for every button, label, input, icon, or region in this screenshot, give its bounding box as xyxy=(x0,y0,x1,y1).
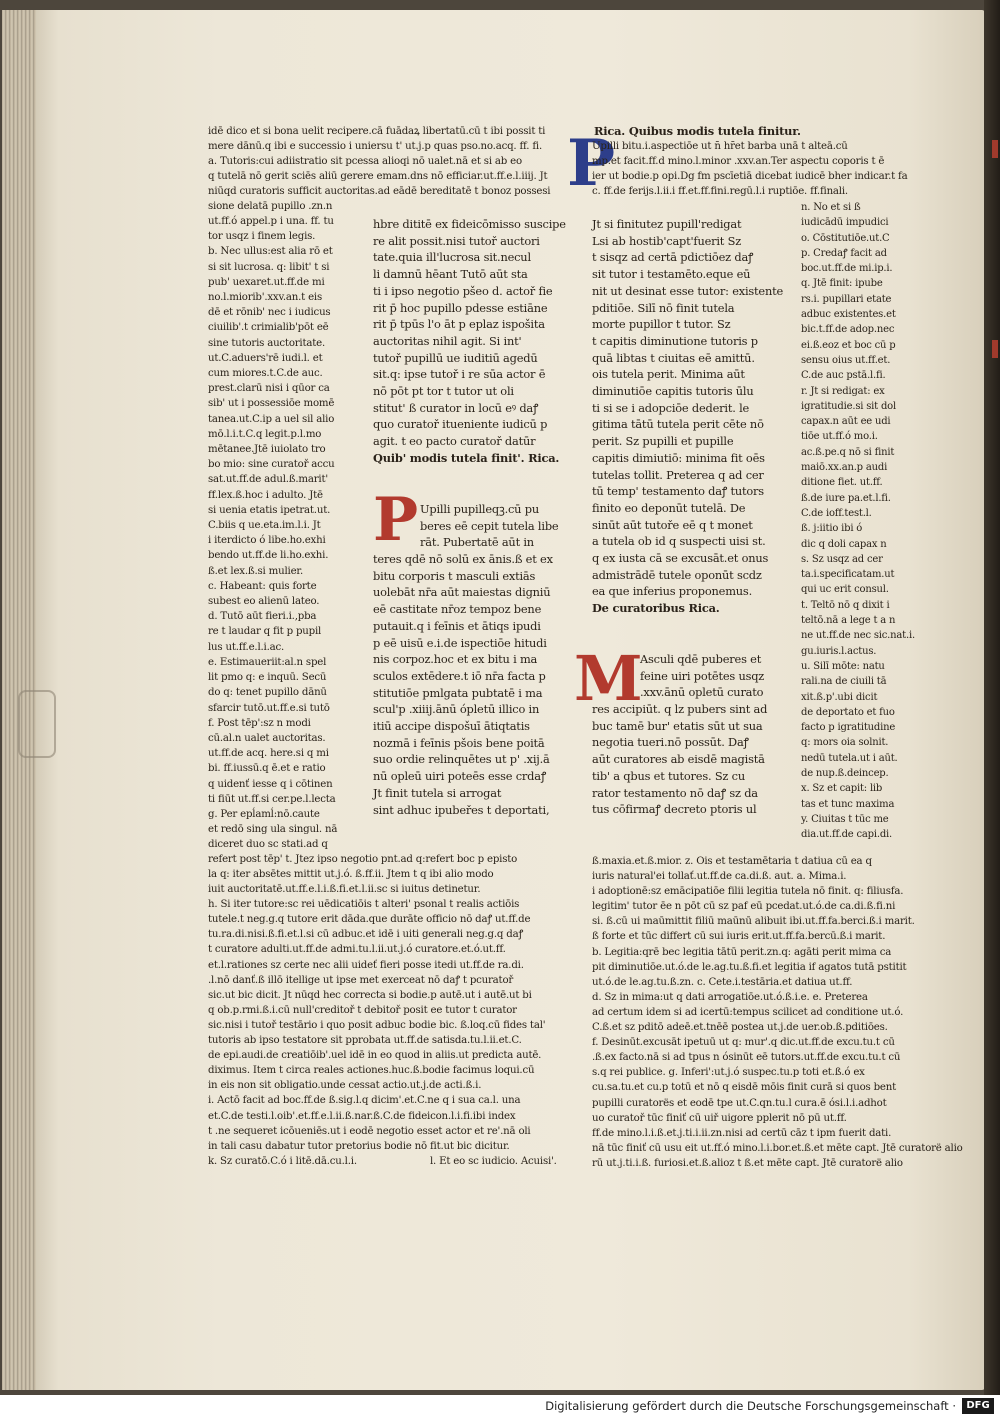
gloss-line: i. Actō facit ad boc.ff.de ß.sig.l.q dicim'.et.C.ne q i sua ca.l. una xyxy=(208,1095,521,1107)
gloss-line: sione delatā pupillo .zn.n xyxy=(208,201,333,213)
gloss-line: idē dico et si bona uelit recipere.cā fuādaꝝ libertatū.cū t ibi possit ti xyxy=(208,126,546,137)
text-line: diminutiōe capitis tutoris ūlu xyxy=(592,384,754,399)
gloss-line: dia.ut.ff.de capi.di. xyxy=(801,829,893,841)
gloss-line: et.C.de testi.l.oib'.et.ff.e.l.ii.ß.nar.ß.C.de fideicon.l.i.fi.ibi index xyxy=(208,1110,516,1122)
text-line: ea que inferius proponemus. xyxy=(592,584,752,599)
spine-mark xyxy=(992,340,998,358)
gloss-line: de epi.audi.de creatiōib'.uel idē in eo quod in aliis.ut predicta autē. xyxy=(208,1050,542,1062)
text-line: sculos extēdere.t iō nr̄a facta p xyxy=(373,668,546,683)
gloss-line: nā tūc finiť cū usu eit ut.ff.ó mino.l.i.bor.et.ß.et mēte capt. Jtē curatorë alio xyxy=(592,1142,963,1154)
gloss-line: r. Jt si redigat: ex xyxy=(801,385,885,397)
gloss-line: xit.ß.p'.ubi dicit xyxy=(801,691,878,703)
gloss-line: in tali casu dabatur tutor pretorius bodie nō fit.ut bic dicitur. xyxy=(208,1140,510,1152)
gloss-line: ß. j:iitio ibi ó xyxy=(801,523,863,535)
gloss-line: maiō.xx.an.p audi xyxy=(801,462,888,474)
gloss-line: .ß.ex facto.nā si ad tpus n ósinūt eē tutors.ut.ff.de excu.tu.t cū xyxy=(592,1052,901,1064)
text-line: li damnū hēant Tutō aūt sta xyxy=(373,267,528,282)
rubric-heading: De curatoribus Rica. xyxy=(592,601,720,616)
gloss-line: mō.l.i.t.C.q legit.p.l.mo xyxy=(208,428,322,440)
gloss-line: cū.al.n ualet auctoritas. xyxy=(208,732,326,744)
gloss-line: la q: iter absētes mittit ut.j.ó. ß.ff.ii. Jtem t q ibi alio modo xyxy=(208,869,494,880)
text-line: perit. Sz pupilli et pupille xyxy=(592,434,734,449)
gloss-line: ß.de iure pa.et.l.fi. xyxy=(801,492,891,504)
gloss-line: niūqd curatoris sufficit auctoritas.ad eādē bereditatē t bonoz possesi xyxy=(208,186,551,198)
gloss-line: ditione fiet. ut.ff. xyxy=(801,477,883,489)
gloss-line: pub' uexaret.ut.ff.de mi xyxy=(208,276,325,288)
rubric-heading: Quib' modis tutela finit'. Rica. xyxy=(373,450,560,465)
text-line: nū opleū uiri poteēs esse crdaꝭ xyxy=(373,769,547,784)
gloss-line: n. No et si ß xyxy=(801,202,861,213)
gloss-line: t .ne sequeret icōueniēs.ut i eodē negotio esset actor et re'.nā oli xyxy=(208,1125,531,1137)
gloss-line: C.ß.et sz pditō adeē.et.tnēē postea ut.j.de uer.ob.ß.pditiōes. xyxy=(592,1022,888,1034)
gloss-line: ac.ß.pe.q nō si finit xyxy=(801,446,895,458)
text-line: tate.quia ill'lucrosa sit.necul xyxy=(373,250,531,265)
text-line: aūt curatores ab eisdē magistā xyxy=(592,752,765,767)
text-line: ti si se i adopciōe dederit. le xyxy=(592,400,750,415)
text-line: nis corpoz.hoc et ex bitu i ma xyxy=(373,652,538,667)
gloss-line: de deportato et fuo xyxy=(801,706,895,718)
gloss-line: bi. ff.iussū.q ē.et e ratio xyxy=(208,763,326,775)
gloss-line: legitim' tutor ēe n pōt cū sz paf eū pcedat.ut.ó.de ca.di.ß.fi.ni xyxy=(592,901,896,913)
gloss-line: g. Per epĺamĺ:nō.caute xyxy=(208,808,320,820)
gloss-right xyxy=(801,200,919,842)
gloss-line: mp.et facit.ff.d mino.l.minor .xxv.an.Ter aspectu coporis t ē xyxy=(592,156,885,168)
text-line: Jt si finitutez pupill'redigat xyxy=(592,217,742,231)
gloss-line: ut.ff.de acq. here.si q mi xyxy=(208,748,329,760)
gloss-line: cu.sa.tu.et cu.p totū et nō q eisdē mōis finit curā si quos bent xyxy=(592,1082,897,1094)
text-line: negotia tueri.nō possūt. Daꝭ xyxy=(592,735,749,750)
text-line: gitima tātū tutela perit cēte nō xyxy=(592,417,764,432)
text-line: morte pupillor t tutor. Sz xyxy=(592,317,731,332)
gloss-line: sfarcir tutō.ut.ff.e.si tutō xyxy=(208,702,330,714)
gloss-line: ti fiūt ut.ff.si cer.pe.l.lecta xyxy=(208,793,336,805)
text-line: suo ordie relinquētes ut p' .xij.ā xyxy=(373,752,550,767)
text-line: auctoritas nihil agit. Si int' xyxy=(373,333,522,348)
text-line: rit p̄ hoc pupillo pdesse estiāne xyxy=(373,300,548,315)
text-line: q ex iusta cā se excusāt.et onus xyxy=(592,551,769,566)
gloss-line: .l.nō danť.ß illō itellige ut ipse met exerceat nō daꝭ t pcuratoř xyxy=(208,974,514,986)
gloss-line: rū ut.j.ti.i.ß. furiosi.et.ß.alioz t ß.et mēte capt. Jtē curatorë alio xyxy=(592,1157,903,1169)
gloss-line: uo curatoř tūc finiť cū uiř uigore pplerit nō pū ut.ff. xyxy=(592,1112,847,1124)
gloss-line: ciuilib'.t crimialib'pōt eē xyxy=(208,322,329,334)
initial-letter-p: P xyxy=(373,485,419,555)
gloss-line: igratitudie.si sit dol xyxy=(801,400,896,412)
gloss-line: dic q doli capax n xyxy=(801,538,887,550)
text-line: sit.q: ipse tutoř i re sūa actor ē xyxy=(373,367,546,382)
gloss-line: ei.ß.eoz et boc cū p xyxy=(801,339,896,351)
gloss-line: boc.ut.ff.de mi.ip.i. xyxy=(801,263,893,275)
gloss-line: q tutelā nō gerit sciēs aliū gerere emam.dns nō efficiar.ut.ff.e.l.iiij. Jt xyxy=(208,171,548,183)
initial-letter-p-blue: P xyxy=(567,126,616,201)
gloss-line: pit diminutiōe.ut.ó.de le.ag.tu.ß.fi.et legitia if agatos tutā pstitit xyxy=(592,961,907,973)
text-line: nit ut desinat esse tutor: existente xyxy=(592,283,784,298)
gloss-line: bic.t.ff.de adop.nec xyxy=(801,324,895,336)
gloss-line: facto p igratitudine xyxy=(801,722,896,734)
gloss-line: do q: tenet pupillo dānū xyxy=(208,687,327,699)
gloss-line: f. Desinūt.excusāt ipetuū ut q: mur'.q dic.ut.ff.de excu.tu.t cū xyxy=(592,1037,895,1049)
gloss-line: tas et tunc maxima xyxy=(801,798,895,810)
text-line: sinūt aūt tutoře eē q t monet xyxy=(592,517,753,532)
text-line: rit p̄ tpūs l'o āt p eplaz ispošita xyxy=(373,317,545,332)
main-text-col-a3 xyxy=(373,551,563,818)
binding-spine xyxy=(984,0,1000,1395)
gloss-line: s. Sz usqz ad cer xyxy=(801,553,883,565)
gloss-line: C.de auc pstā.l.fi. xyxy=(801,370,886,382)
gloss-line: adbuc existentes.et xyxy=(801,309,896,321)
gloss-line: x. Sz et capit: lib xyxy=(801,783,883,795)
text-line: itiū accipe dispošuī ātiqtatis xyxy=(373,719,530,734)
gloss-line: q uidenť iesse q i cōtinen xyxy=(208,778,333,790)
text-line: eē castitate nr̄oz tempoz bene xyxy=(373,602,542,617)
initial-letter-m: M xyxy=(574,642,643,715)
text-line: agit. t eo pacto curatoř datūr xyxy=(373,434,536,449)
gloss-line: dē et rōnib' nec i iudicus xyxy=(208,307,331,319)
gloss-top xyxy=(208,124,568,215)
gloss-line: o. Cōstitutiōe.ut.C xyxy=(801,232,890,244)
gloss-line: l. Et eo sc iudicio. Acuisi'. xyxy=(430,1156,557,1167)
gloss-line: h. Si iter tutore:sc rei uēdicatiōis t alteri' psonal t realis actiōis xyxy=(208,899,520,911)
text-line: nozmā i feīnis pšois bene poitā xyxy=(373,735,545,750)
text-line: re alit possit.nisi tutoř auctori xyxy=(373,233,540,248)
gloss-line: q: mors oia solnit. xyxy=(801,737,889,749)
gloss-line: tutele.t neg.g.q tutore erit dāda.que durāte officio nō daꝭ ut.ff.de xyxy=(208,914,531,926)
gloss-line: i iterdicto ó libe.ho.exhi xyxy=(208,535,326,547)
rubric-heading: Rica. Quibus modis tutela finitur. xyxy=(594,124,801,138)
text-line: putauit.q i feīnis et ātiqs ipudi xyxy=(373,618,541,633)
text-line: stitut' ß curator in locū eꝰ daꝭ xyxy=(373,400,539,415)
gloss-line: ne ut.ff.de nec sic.nat.i. xyxy=(801,630,915,642)
gloss-line: C.de ioff.test.l. xyxy=(801,507,872,519)
gloss-line: sat.ut.ff.de adul.ß.marit' xyxy=(208,474,328,486)
gloss-line: cum miores.t.C.de auc. xyxy=(208,368,323,380)
gloss-line: et redō sing ula singul. nā xyxy=(208,824,338,836)
main-text-col-a xyxy=(373,216,566,467)
gloss-line: d. Tutō aūt fieri.i.,pba xyxy=(208,611,317,623)
dfg-logo-icon: DFG xyxy=(962,1398,994,1414)
gloss-line: bendo ut.ff.de li.ho.exhi. xyxy=(208,550,329,562)
gloss-line: et.l.rationes sz certe nec alii uideť fieri posse itedi ut.ff.de ra.di. xyxy=(208,959,524,971)
text-line: ti i ipso negotio pšeo d. actoř fie xyxy=(373,283,553,298)
gloss-line: ta.i.specificatam.ut xyxy=(801,569,895,581)
text-line: res accipiūt. q lz pubers sint ad xyxy=(592,702,768,716)
gloss-line: nedū tutela.ut i aūt. xyxy=(801,752,898,764)
text-line: t sisqz ad certā pdictiōez daꝭ xyxy=(592,250,754,265)
gloss-line: tiōe ut.ff.ó mo.i. xyxy=(801,431,878,443)
text-line: Jt finit tutela si arrogat xyxy=(373,785,502,800)
gloss-line: y. Ciuitas t tūc me xyxy=(801,813,889,825)
gloss-line: t. Teltō nō q dixit i xyxy=(801,599,890,611)
text-line: tutelas tollit. Preterea q ad cer xyxy=(592,467,764,482)
gloss-bottom-tail xyxy=(430,1154,580,1169)
text-line: sit tutor i testamēto.eque eū xyxy=(592,267,751,282)
text-line: tū temp' testamento daꝭ tutors xyxy=(592,484,764,499)
gloss-line: ut.C.aduers'rē iudi.l. et xyxy=(208,352,323,364)
gloss-line: ff.lex.ß.hoc i adulto. Jtē xyxy=(208,489,323,501)
gloss-line: e. Estimaueriit:al.n spel xyxy=(208,656,327,668)
main-text-col-b-head xyxy=(594,124,809,139)
gloss-line: lit pmo q: e inquū. Secū xyxy=(208,672,327,684)
gloss-line: tor usqz i finem legis. xyxy=(208,231,316,243)
footer-credit: Digitalisierung gefördert durch die Deutsche Forschungsgemeinschaft · xyxy=(545,1399,956,1413)
gloss-line: sic.ut bic dicit. Jt nūqd hec correcta si bodie.p autē.ut i autē.ut bi xyxy=(208,989,532,1001)
gloss-line: si sit lucrosa. q: libit' t si xyxy=(208,261,330,273)
text-line: sint adhuc ipubeřes t deportati, xyxy=(373,802,550,817)
text-line: Lsi ab hostib'capt'fuerit Sz xyxy=(592,233,742,248)
gloss-line: tu.ra.di.nisi.ß.fi.et.l.si cū adbuc.et idē i uiti generali neg.g.q daꝭ xyxy=(208,929,524,941)
text-line: beres eē cepit tutela libe xyxy=(420,518,559,533)
gloss-line: iuit auctoritatē.ut.ff.e.l.i.ß.fi.et.l.ii.sc si iuitus detinetur. xyxy=(208,884,481,896)
gloss-line: sib' ut i possessiōe momē xyxy=(208,398,335,410)
gloss-line: k. Sz curatō.C.ó i litē.dā.cu.l.i. xyxy=(208,1155,357,1167)
gloss-line: p. Credaꝭ facit ad xyxy=(801,247,887,259)
text-line: feine uiri potētes usqz xyxy=(640,668,765,683)
gloss-line: d. Sz in mima:ut q dati arrogatiōe.ut.ó.ß.i.e. e. Preterea xyxy=(592,991,868,1003)
gloss-line: u. Silī mōte: natu xyxy=(801,660,885,672)
gloss-line: mere dānū.q ibi e successio i uniersu t' ut.j.p quas pso.no.acq. ff. fi. xyxy=(208,141,543,153)
digitization-footer xyxy=(0,1395,1000,1418)
gloss-line: ut.ff.ó appel.p i una. ff. tu xyxy=(208,216,334,227)
gloss-line: c. Habeant: quis forte xyxy=(208,580,317,592)
spine-mark xyxy=(992,140,998,158)
gloss-line: ß.maxia.et.ß.mior. z. Ois et testamētaria t datiua cū ea q xyxy=(592,856,872,867)
gloss-bottom xyxy=(208,867,568,1169)
gloss-line: b. Legitia:qrē bec legitia tātū perit.zn.q: agāti perit mima ca xyxy=(592,946,892,958)
gloss-line: q. Jtē finit: ipube xyxy=(801,278,883,290)
gloss-line: iuris natural'ei tollať.ut.ff.de ca.di.ß. aut. a. Mima.i. xyxy=(592,871,847,883)
gloss-line: refert post tēp' t. Jtez ipso negotio pnt.ad q:refert boc p episto xyxy=(208,854,518,865)
text-line: ois tutela perit. Minima aūt xyxy=(592,367,745,382)
gloss-line: capax.n aūt ee udi xyxy=(801,416,891,428)
gloss-line: qui uc erit consul. xyxy=(801,584,889,596)
text-line: t capitis diminutione tutoris p xyxy=(592,333,758,348)
gloss-left-wide xyxy=(208,852,568,867)
text-line: scul'p .xiiij.ānū ópletū illico in xyxy=(373,702,540,717)
gloss-line: de nup.ß.deincep. xyxy=(801,767,889,779)
gloss-line: ut.ó.de le.ag.tu.ß.zn. c. Cete.i.testāria.et datiua ut.ff. xyxy=(592,976,853,988)
text-line: rator testamento nō daꝭ sz da xyxy=(592,785,758,800)
gloss-line: subest eo alienū lateo. xyxy=(208,596,320,608)
gloss-line: q ob.p.rmi.ß.i.cū null'creditoř t debitoř posit ee tutor t curator xyxy=(208,1004,517,1016)
gloss-line: tanea.ut.C.ip a uel sil alio xyxy=(208,413,335,425)
main-text-col-b xyxy=(592,216,790,617)
gloss-line: bo mio: sine curatoř accu xyxy=(208,459,335,471)
text-line: uolebāt nr̄a aūt maiestas digniū xyxy=(373,585,551,600)
gloss-line: i adoptionē:sz emācipatiōe filii legitia tutela nō finit. q: filiusfa. xyxy=(592,886,904,898)
gloss-line: s.q rei publice. g. Inferi':ut.j.ó suspec.tu.p toti et.ß.ó ex xyxy=(592,1067,865,1079)
clip-mark xyxy=(18,690,56,758)
gloss-line: ß forte et tūc differt cū sui iuris erit.ut.ff.fa.bercū.ß.i marit. xyxy=(592,931,886,943)
gloss-line: sic.nisi i tutoř testārio i quo posit adbuc bodie bic. ß.loq.cū fides tal' xyxy=(208,1019,546,1031)
text-line: rāt. Pubertatē aūt in xyxy=(420,535,534,550)
main-text-col-b2 xyxy=(640,651,792,701)
text-line: finito eo deponūt tutelā. De xyxy=(592,500,746,515)
gloss-line: in eis non sit obligatio.unde cessat actio.ut.j.de acti.ß.i. xyxy=(208,1080,482,1092)
gloss-line: a. Tutoris:cui adiistratio sit pcessa alioqi nō ualet.nā et si ab eo xyxy=(208,156,522,168)
gloss-line: ad certum idem si ad icertū:tempus scilicet ad conditione ut.ó. xyxy=(592,1006,904,1018)
text-line: admistrādē tutele oponūt scdz xyxy=(592,567,762,582)
main-text-col-b-top xyxy=(592,139,910,199)
gloss-line: prest.clarū nisi i qūor ca xyxy=(208,383,330,395)
gloss-line: C.biis q ue.eta.im.l.i. Jt xyxy=(208,520,321,532)
text-line: stitutiōe pmlgata pubtatē i ma xyxy=(373,685,543,700)
gloss-line: c. ff.de ferijs.l.ii.i ff.et.ff.fini.regū.l.i ruptiōe. ff.finali. xyxy=(592,186,848,198)
text-line: .xxv.ānū opletū curato xyxy=(640,685,764,700)
gloss-line: rs.i. pupillari etate xyxy=(801,293,892,305)
gloss-line: pupilli curatorës et eodē tpe ut.C.qn.tu.l cura.ē ósi.l.i.adhot xyxy=(592,1097,887,1109)
text-line: buc tamē bur' etatis sūt ut sua xyxy=(592,718,763,733)
text-line: Upilli pupilleqꝫ.cū pu xyxy=(420,502,539,516)
gloss-line: ß.et lex.ß.si mulier. xyxy=(208,565,303,577)
gloss-line: ff.de mino.l.i.ß.et.j.ti.i.ii.zn.nisi ad certū cāz t ipm fuerit dati. xyxy=(592,1127,892,1139)
gloss-line: si. ß.cū ui maūmittit filiū maūnū alibuit ibi.ut.ff.fa.berci.ß.i marit. xyxy=(592,916,915,928)
gloss-line: gu.iuris.l.actus. xyxy=(801,645,877,657)
text-line: capitis dimiutiō: minima fit oēs xyxy=(592,450,765,465)
text-line: tus cōfirmaꝭ decreto ptoris ul xyxy=(592,802,757,817)
text-line: teres qdē nō solū ex ānis.ß et ex xyxy=(373,552,553,566)
gloss-line: lus ut.ff.e.l.i.ac. xyxy=(208,641,285,653)
gloss-line: Upilli bitu.i.aspectiōe ut n̄ hr̄et barba unā t alteā.cū xyxy=(592,141,848,152)
gloss-line: iudicādū impudici xyxy=(801,217,889,229)
gloss-line: tutoris ab ipso testatore sit pprobata ut.ff.de satisda.tu.l.ii.et.C. xyxy=(208,1035,522,1047)
gloss-line: t curatore adulti.ut.ff.de admi.tu.l.ii.ut.j.ó curatore.et.ó.ut.ff. xyxy=(208,944,506,956)
text-line: pditiōe. Silī nō finit tutela xyxy=(592,300,735,315)
text-line: bitu corporis t masculi extiās xyxy=(373,568,536,583)
text-line: nō pōt pt tor t tutor ut oli xyxy=(373,384,514,399)
gloss-left xyxy=(208,214,376,853)
main-text-col-a2 xyxy=(420,501,563,551)
main-text-col-b3 xyxy=(592,701,790,818)
text-line: tib' a qbus et tutores. Sz cu xyxy=(592,768,745,783)
gloss-line: b. Nec ullus:est alia rō et xyxy=(208,246,333,258)
gloss-line: rali.na de ciuili tā xyxy=(801,676,887,688)
text-line: tutoř pupillū ue iuditiū agedū xyxy=(373,350,538,365)
gloss-line: re t laudar q fit p pupil xyxy=(208,626,322,638)
text-line: Asculi qdē puberes et xyxy=(640,652,762,666)
gloss-line: teltō.nā a lege t a n xyxy=(801,615,896,627)
text-line: quo curatoř itueniente iudicū p xyxy=(373,417,548,432)
text-line: p eē uisū e.i.de ispectiōe hitudi xyxy=(373,635,547,650)
text-line: quā libtas t ciuitas eē amittū. xyxy=(592,350,755,365)
gloss-bottom-right xyxy=(592,854,963,1171)
gloss-line: si uenia etatis ipetrat.ut. xyxy=(208,504,331,516)
gloss-line: sensu oius ut.ff.et. xyxy=(801,354,891,366)
gloss-line: no.l.miorib'.xxv.an.t eis xyxy=(208,292,322,304)
gloss-line: f. Post tēp':sz n modi xyxy=(208,717,311,729)
text-line: hbre dititē ex fideicōmisso suscipe xyxy=(373,217,566,231)
gloss-line: diximus. Item t circa reales actiones.huc.ß.bodie facimus loqui.cū xyxy=(208,1065,535,1077)
text-line: a tutela ob id q suspecti uisi st. xyxy=(592,534,766,549)
gloss-line: diceret duo sc stati.ad q xyxy=(208,839,328,851)
gloss-line: sine tutoris auctoritate. xyxy=(208,337,326,349)
gloss-line: mētanee.Jtē iuiolato tro xyxy=(208,444,326,456)
gloss-line: ier ut bodie.p opi.Dg fm pscīetiā dicebat iudicē bher indicar.t fa xyxy=(592,171,908,183)
